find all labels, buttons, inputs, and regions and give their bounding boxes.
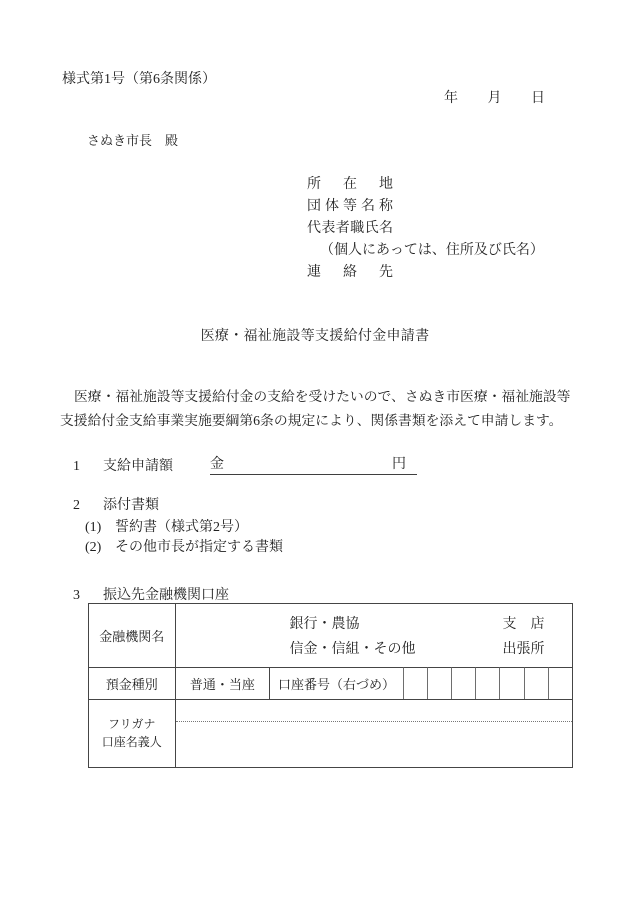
holder-label: 口座名義人 [101, 735, 162, 750]
field-label-contact: 連絡先 [307, 265, 393, 280]
amount-suffix: 円 [392, 457, 406, 472]
account-number-label-cell: 口座番号（右づめ） [269, 667, 402, 699]
attachment-list-item [85, 516, 248, 536]
body-paragraph [60, 385, 570, 433]
institution-name-entry-cell [175, 604, 573, 667]
field-label-organization: 団体等名称 [307, 199, 393, 214]
account-digit-cell [499, 667, 523, 699]
item-application-amount [73, 453, 417, 475]
institution-name-label-cell: 金融機関名 [99, 628, 165, 644]
item-label-attachments: 添付書類 [103, 498, 159, 513]
account-digit-cell [451, 667, 475, 699]
attachment-item-number: (2) [85, 540, 102, 555]
document-title: 医療・福祉施設等支援給付金申請書 [200, 329, 430, 344]
item-label-amount: 支給申請額 [103, 459, 173, 474]
account-digit-cell [475, 667, 499, 699]
furigana-label: フリガナ [108, 717, 156, 732]
branch-type-line1: 支 店 [502, 617, 545, 632]
branch-type-line2: 出張所 [502, 642, 545, 657]
institution-type-options [290, 612, 416, 662]
attachment-item-number: (1) [85, 520, 102, 535]
applicant-info-block [307, 174, 544, 284]
deposit-type-options-cell: 普通・当座 [175, 667, 270, 699]
item-number: 1 [73, 459, 80, 474]
field-label-location: 所在地 [307, 177, 393, 192]
account-digit-cell [548, 667, 572, 699]
branch-type-options [503, 612, 545, 662]
bank-account-table [88, 603, 573, 768]
item-bank-account [73, 584, 229, 604]
account-holder-label-cell [89, 699, 175, 768]
item-attachments [73, 494, 159, 514]
form-number: 様式第1号（第6条関係） [62, 72, 216, 87]
addressee: さぬき市長 殿 [87, 133, 179, 148]
attachment-item-text: その他市長が指定する書類 [115, 540, 283, 555]
body-paragraph-line2: 支援給付金支給事業実施要綱第6条の規定により、関係書類を添えて申請します。 [60, 413, 563, 428]
item-number: 2 [73, 498, 80, 513]
account-digit-cell [427, 667, 451, 699]
furigana-separator-line [176, 721, 573, 722]
account-digit-cell [403, 667, 427, 699]
account-digit-cell [524, 667, 548, 699]
body-paragraph-line1: 医療・福祉施設等支援給付金の支給を受けたいので、さぬき市医療・福祉施設等 [74, 389, 571, 404]
amount-fill-in-line [210, 453, 417, 475]
item-number: 3 [73, 588, 80, 603]
institution-type-line1: 銀行・農協 [289, 617, 360, 632]
individual-note: （個人にあっては、住所及び氏名） [320, 243, 544, 258]
deposit-type-label-cell: 預金種別 [89, 667, 175, 699]
account-holder-entry-cell [175, 699, 573, 768]
item-label-bank-account: 振込先金融機関口座 [103, 588, 229, 603]
attachment-item-text: 誓約書（様式第2号） [115, 520, 248, 535]
field-label-representative: 代表者職氏名 [307, 221, 393, 236]
date-line: 年 月 日 [444, 91, 546, 106]
amount-prefix: 金 [210, 457, 224, 472]
attachment-list-item [85, 536, 283, 556]
institution-type-line2: 信金・信組・その他 [289, 642, 416, 657]
